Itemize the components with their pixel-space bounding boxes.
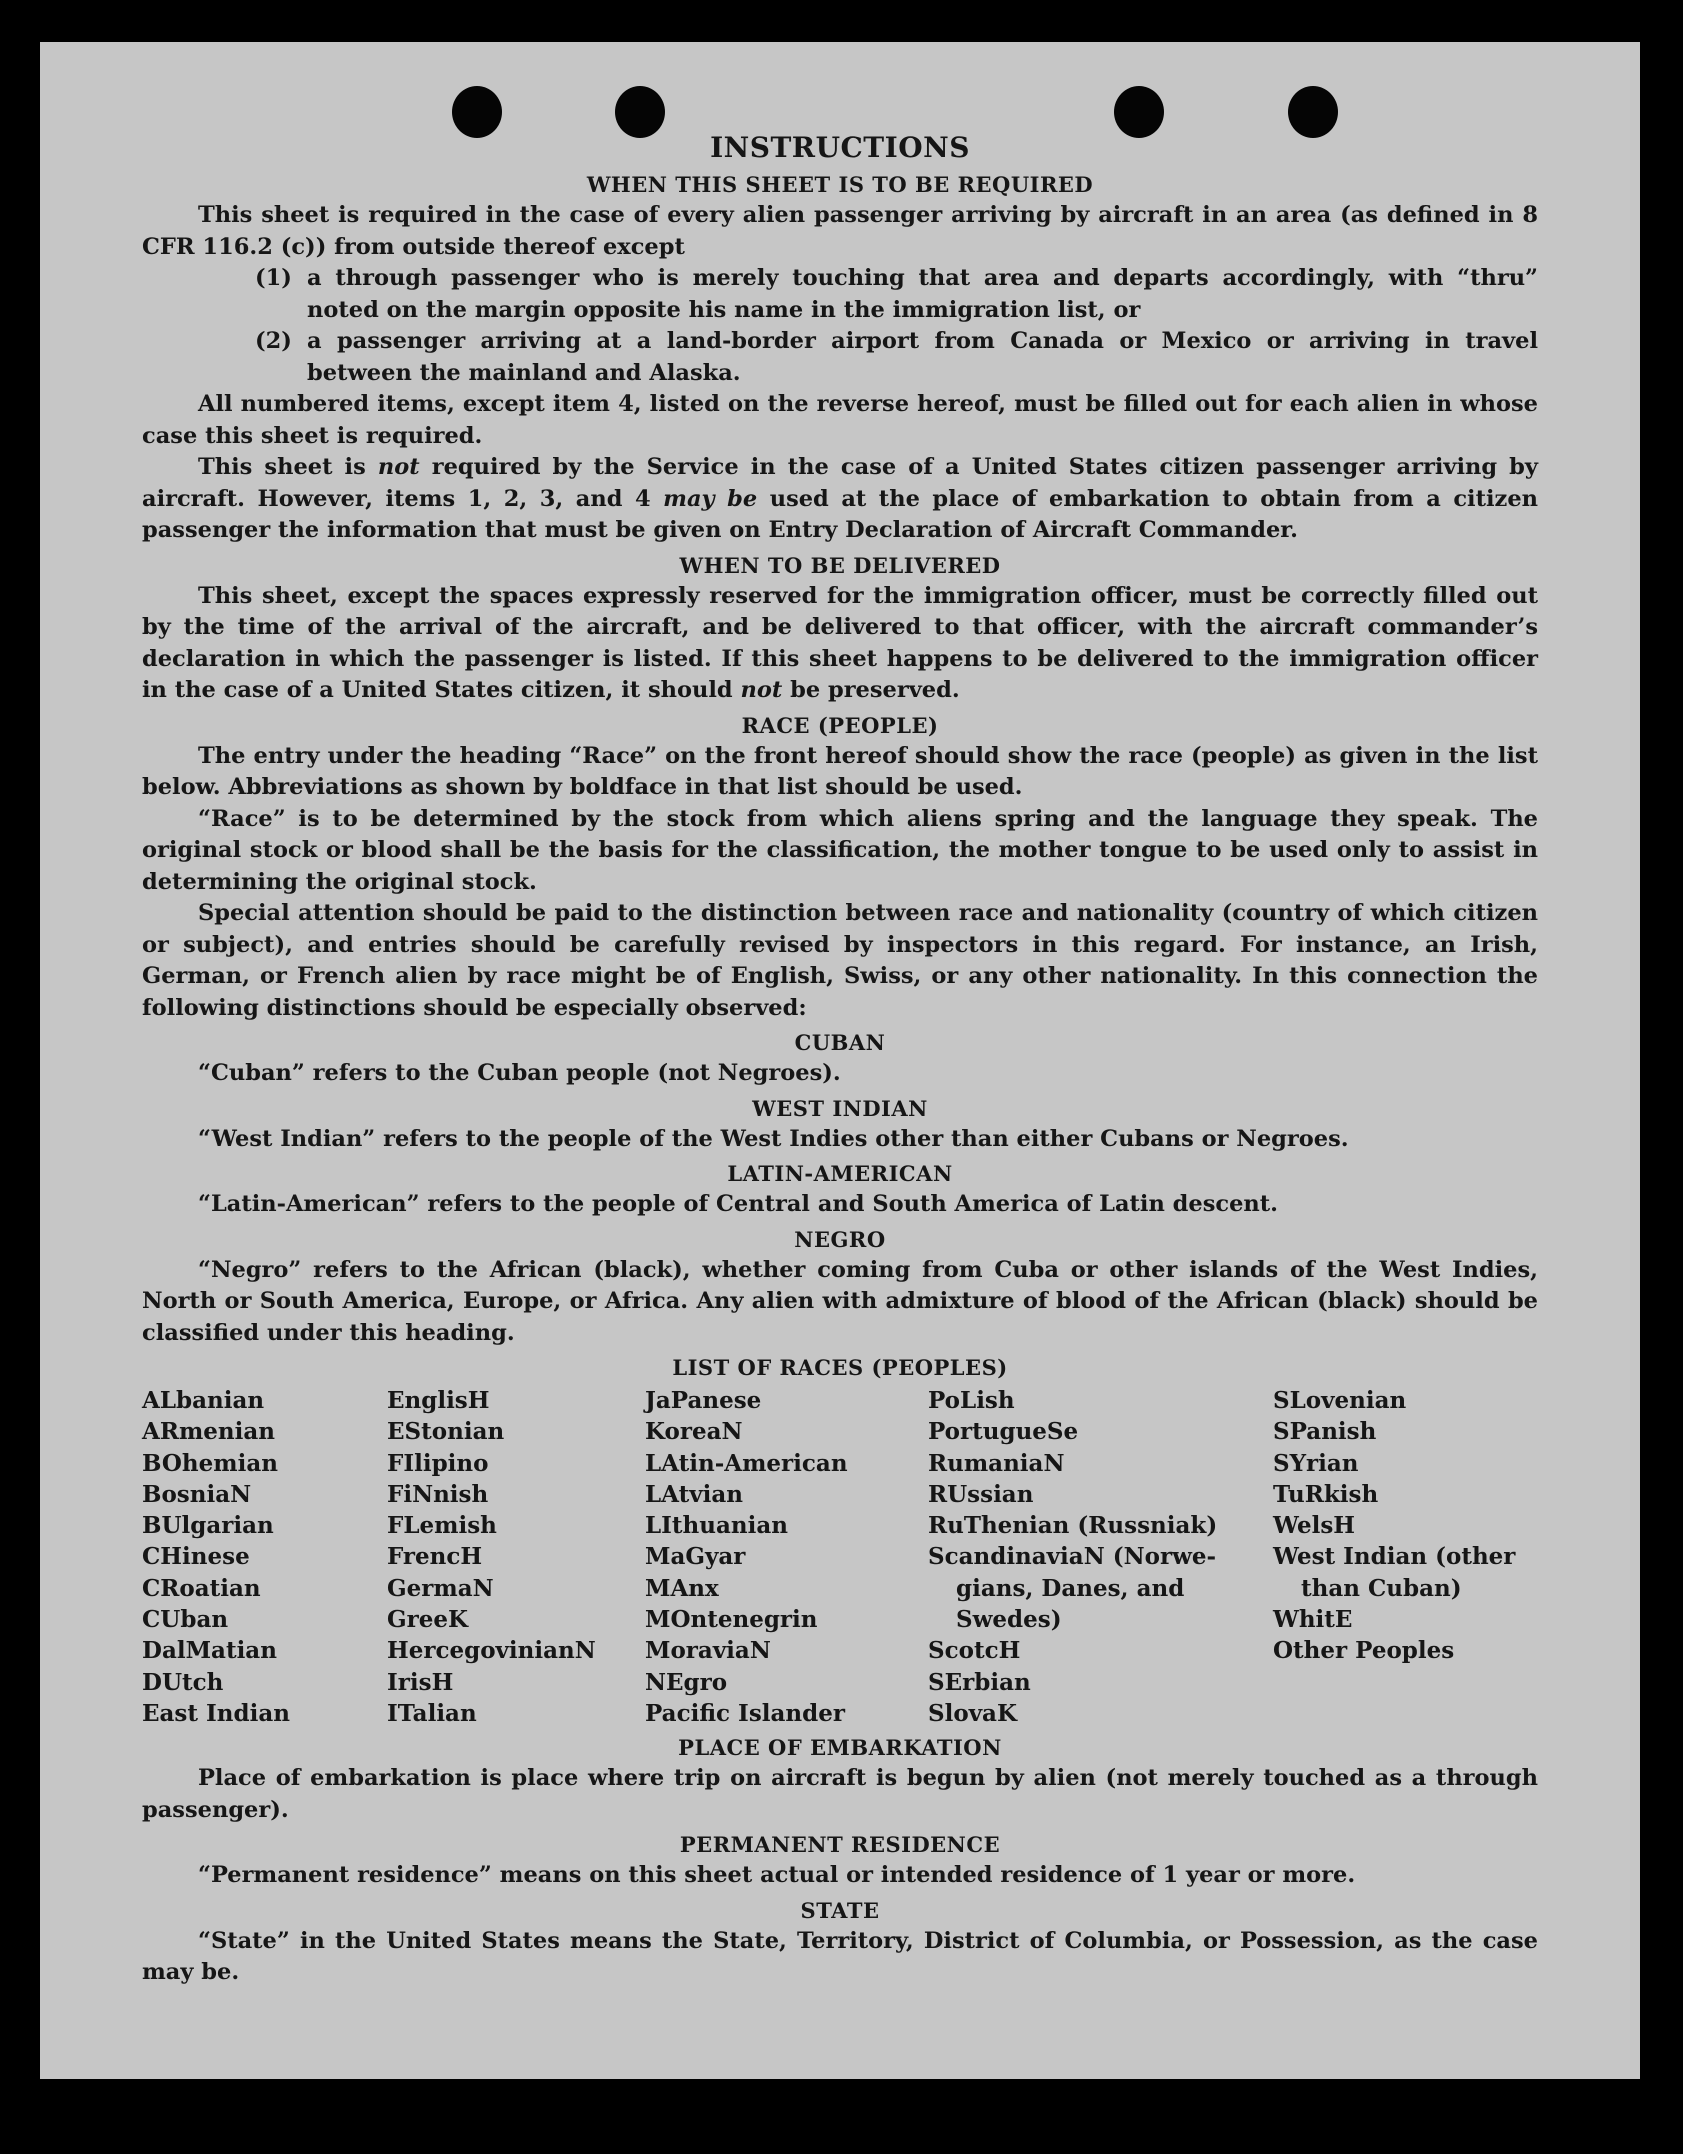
heading-permanent-residence: PERMANENT RESIDENCE bbox=[679, 1832, 1001, 1858]
race-paragraph-2: “Race” is to be determined by the stock from which aliens spring and the language they speak. The original stock or blood shall be the basis for the classification, the mother tongue to be used only to assist in determining the original stock. bbox=[142, 805, 1538, 895]
race-item: KoreaN bbox=[645, 1418, 743, 1446]
delivered-emphasis-not: not bbox=[740, 677, 783, 703]
races-column-1 bbox=[142, 1385, 387, 1729]
race-item: FIlipino bbox=[387, 1449, 489, 1477]
heading-cuban: CUBAN bbox=[794, 1030, 886, 1055]
heading-latin-american: LATIN-AMERICAN bbox=[727, 1161, 953, 1186]
heading-when-required: WHEN THIS SHEET IS TO BE REQUIRED bbox=[586, 172, 1094, 197]
race-item: MOntenegrin bbox=[645, 1606, 818, 1634]
races-column-5 bbox=[1273, 1385, 1538, 1729]
race-item: NEgro bbox=[645, 1668, 728, 1696]
race-item: RUssian bbox=[928, 1480, 1034, 1508]
exception-number: (2) bbox=[255, 328, 292, 354]
race-item: RuThenian (Russniak) bbox=[928, 1512, 1218, 1540]
heading-state: STATE bbox=[800, 1897, 880, 1923]
race-item: MoraviaN bbox=[645, 1637, 771, 1665]
citizen-text-c: used at the place of embarkation to obtain from a citizen passenger the information that must be given on Entry Declaration of Aircraft Commander. bbox=[142, 485, 1538, 543]
race-item: West Indian (other bbox=[1273, 1543, 1516, 1571]
document-sheet bbox=[40, 42, 1640, 2079]
race-item: SPanish bbox=[1273, 1418, 1377, 1446]
race-item: BOhemian bbox=[142, 1449, 278, 1477]
race-item: RumaniaN bbox=[928, 1449, 1065, 1477]
race-item: ScotcH bbox=[928, 1637, 1021, 1665]
race-item: Swedes) bbox=[956, 1606, 1062, 1634]
race-item: ARmenian bbox=[142, 1418, 276, 1446]
negro-paragraph: “Negro” refers to the African (black), whether coming from Cuba or other islands of the West Indies, North or South America, Europe, or Africa. Any alien with admixture of blood of the African (black) should be classified under this heading. bbox=[142, 1256, 1538, 1346]
instructions-content bbox=[142, 130, 1538, 1989]
citizen-paragraph bbox=[142, 452, 1538, 547]
embarkation-paragraph: Place of embarkation is place where trip on aircraft is begun by alien (not merely touched as a through passenger). bbox=[142, 1765, 1538, 1823]
races-column-2 bbox=[387, 1385, 645, 1729]
race-item: FiNnish bbox=[387, 1480, 489, 1508]
race-item: ALbanian bbox=[142, 1387, 265, 1414]
citizen-emphasis-not: not bbox=[377, 454, 420, 480]
exception-item-1 bbox=[142, 263, 1538, 326]
race-item: SErbian bbox=[928, 1668, 1031, 1696]
exception-text: a through passenger who is merely touching that area and departs accordingly, with “thru” noted on the margin opposite his name in the immigration list, or bbox=[307, 265, 1538, 323]
exception-number: (1) bbox=[255, 265, 292, 291]
race-item: CUban bbox=[142, 1606, 229, 1634]
heading-negro: NEGRO bbox=[794, 1226, 886, 1252]
cuban-paragraph: “Cuban” refers to the Cuban people (not Negroes). bbox=[198, 1060, 841, 1086]
required-intro: This sheet is required in the case of every alien passenger arriving by aircraft in an area (as defined in 8 CFR 116.2 (c)) from outside thereof except bbox=[142, 202, 1538, 260]
race-item: LAtin-American bbox=[645, 1449, 848, 1477]
race-item: GermaN bbox=[387, 1574, 494, 1602]
race-item: CHinese bbox=[142, 1543, 250, 1571]
heading-west-indian: WEST INDIAN bbox=[752, 1095, 928, 1121]
race-item: SLovenian bbox=[1273, 1387, 1407, 1414]
delivered-paragraph bbox=[142, 581, 1538, 707]
state-paragraph: “State” in the United States means the State, Territory, District of Columbia, or Possession, as the case may be. bbox=[142, 1927, 1538, 1986]
race-item: WhitE bbox=[1273, 1606, 1353, 1634]
delivered-text-a: This sheet, except the spaces expressly reserved for the immigration officer, must be correctly filled out by the time of the arrival of the aircraft, and be delivered to that officer, with the aircraft commander’s declaration in which the passenger is listed. If this sheet happens to be delivered to the immigration officer in the case of a United States citizen, it should bbox=[142, 582, 1538, 703]
numbered-items-paragraph: All numbered items, except item 4, listed on the reverse hereof, must be filled out for each alien in whose case this sheet is required. bbox=[142, 391, 1538, 449]
race-item: DUtch bbox=[142, 1668, 224, 1696]
heading-when-delivered: WHEN TO BE DELIVERED bbox=[679, 552, 1001, 578]
races-column-3 bbox=[645, 1385, 928, 1729]
race-item: GreeK bbox=[387, 1606, 469, 1634]
race-item: TuRkish bbox=[1273, 1480, 1379, 1508]
race-item: FLemish bbox=[387, 1512, 497, 1540]
race-paragraph-1: The entry under the heading “Race” on the front hereof should show the race (people) as given in the list below. Abbreviations as shown by boldface in that list should be used. bbox=[142, 742, 1538, 800]
heading-list-of-races: LIST OF RACES (PEOPLES) bbox=[672, 1355, 1008, 1380]
exception-text: a passenger arriving at a land-border airport from Canada or Mexico or arriving in travel between the mainland and Alaska. bbox=[307, 328, 1538, 386]
race-item: Other Peoples bbox=[1273, 1637, 1455, 1665]
latin-american-paragraph: “Latin-American” refers to the people of Central and South America of Latin descent. bbox=[198, 1191, 1278, 1217]
race-item: PortugueSe bbox=[928, 1418, 1079, 1446]
race-item: BUlgarian bbox=[142, 1512, 274, 1540]
race-item: IrisH bbox=[387, 1668, 454, 1696]
west-indian-paragraph: “West Indian” refers to the people of the West Indies other than either Cubans or Negroes. bbox=[198, 1125, 1349, 1152]
race-item: MAnx bbox=[645, 1574, 719, 1602]
race-item: SlovaK bbox=[928, 1699, 1017, 1727]
citizen-text-b: required by the Service in the case of a United States citizen passenger arriving by aircraft. However, items 1, 2, 3, and 4 bbox=[142, 454, 1538, 512]
race-item: East Indian bbox=[142, 1699, 290, 1727]
race-paragraph-3: Special attention should be paid to the distinction between race and nationality (country of which citizen or subject), and entries should be carefully revised by inspectors in this regard. For instance, an Irish, German, or French alien by race might be of English, Swiss, or any other nationality. In this connection the following distinctions should be especially observed: bbox=[142, 900, 1538, 1021]
race-item: FrencH bbox=[387, 1543, 483, 1571]
race-item: EnglisH bbox=[387, 1387, 490, 1414]
race-item: ITalian bbox=[387, 1699, 477, 1727]
residence-paragraph: “Permanent residence” means on this sheet actual or intended residence of 1 year or more. bbox=[198, 1862, 1356, 1889]
race-item: SYrian bbox=[1273, 1449, 1359, 1477]
race-item: Pacific Islander bbox=[645, 1699, 845, 1727]
exception-item-2 bbox=[142, 326, 1538, 389]
delivered-text-b: be preserved. bbox=[782, 677, 960, 703]
race-item: PoLish bbox=[928, 1387, 1015, 1414]
race-item: MaGyar bbox=[645, 1543, 746, 1571]
citizen-emphasis-maybe: may be bbox=[663, 485, 758, 512]
race-item: JaPanese bbox=[645, 1387, 762, 1414]
races-list bbox=[142, 1385, 1538, 1729]
race-item: CRoatian bbox=[142, 1574, 261, 1602]
race-item: LAtvian bbox=[645, 1480, 743, 1508]
race-item: HercegovinianN bbox=[387, 1637, 596, 1665]
heading-place-of-embarkation: PLACE OF EMBARKATION bbox=[678, 1735, 1002, 1761]
race-item: BosniaN bbox=[142, 1480, 252, 1508]
race-item: gians, Danes, and bbox=[956, 1574, 1185, 1602]
race-item: EStonian bbox=[387, 1418, 505, 1446]
race-item: DalMatian bbox=[142, 1637, 277, 1665]
race-item: WelsH bbox=[1273, 1512, 1356, 1540]
page-title: INSTRUCTIONS bbox=[710, 131, 970, 164]
race-item: than Cuban) bbox=[1301, 1574, 1462, 1602]
race-item: LIthuanian bbox=[645, 1512, 788, 1540]
citizen-text-a: This sheet is bbox=[198, 454, 378, 480]
heading-race: RACE (PEOPLE) bbox=[741, 712, 939, 738]
race-item: ScandinaviaN (Norwe- bbox=[928, 1543, 1217, 1571]
races-column-4 bbox=[928, 1385, 1273, 1729]
